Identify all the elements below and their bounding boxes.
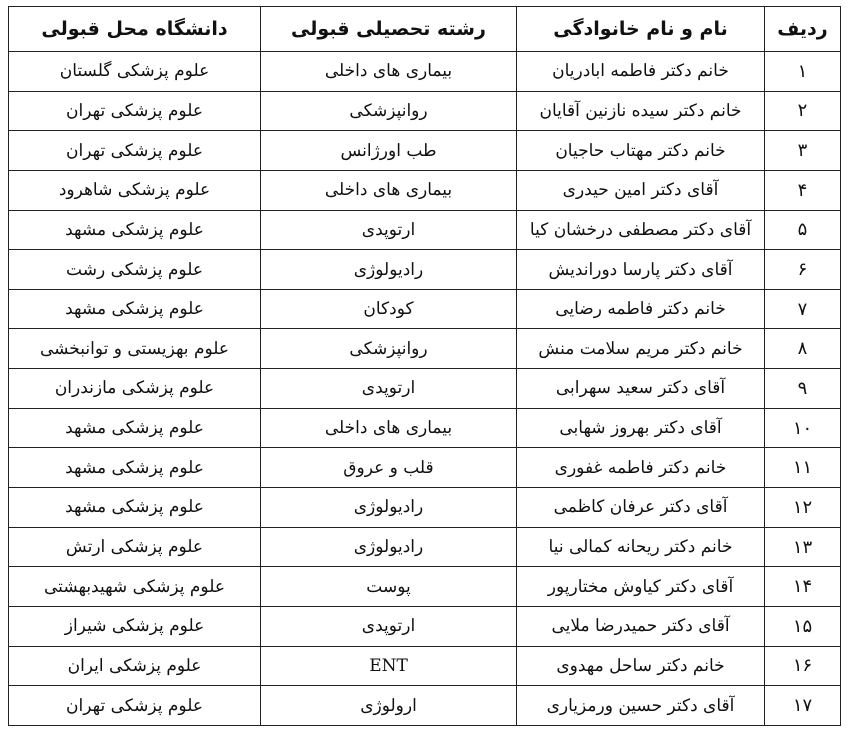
table-row bbox=[9, 250, 841, 290]
header-index: ردیف bbox=[765, 7, 841, 52]
cell-name: آقای دکتر امین حیدری bbox=[517, 170, 765, 210]
cell-field: پوست bbox=[261, 567, 517, 607]
cell-university: علوم پزشکی رشت bbox=[9, 250, 261, 290]
cell-index: ۵ bbox=[765, 210, 841, 250]
cell-university: علوم پزشکی شیراز bbox=[9, 606, 261, 646]
cell-name: خانم دکتر مریم سلامت منش bbox=[517, 329, 765, 369]
results-table-container bbox=[8, 6, 840, 726]
table-row bbox=[9, 170, 841, 210]
table-row bbox=[9, 408, 841, 448]
header-name: نام و نام خانوادگی bbox=[517, 7, 765, 52]
cell-university: علوم پزشکی ایران bbox=[9, 646, 261, 686]
cell-name: خانم دکتر فاطمه غفوری bbox=[517, 448, 765, 488]
cell-university: علوم پزشکی گلستان bbox=[9, 52, 261, 92]
table-row bbox=[9, 527, 841, 567]
cell-field: ارتوپدی bbox=[261, 606, 517, 646]
cell-university: علوم پزشکی ارتش bbox=[9, 527, 261, 567]
table-row bbox=[9, 567, 841, 607]
header-university: دانشگاه محل قبولی bbox=[9, 7, 261, 52]
table-row bbox=[9, 91, 841, 131]
table-header-row bbox=[9, 7, 841, 52]
cell-name: آقای دکتر حمیدرضا ملایی bbox=[517, 606, 765, 646]
cell-field: بیماری های داخلی bbox=[261, 408, 517, 448]
cell-name: خانم دکتر ساحل مهدوی bbox=[517, 646, 765, 686]
cell-index: ۱۵ bbox=[765, 606, 841, 646]
table-row bbox=[9, 210, 841, 250]
cell-university: علوم پزشکی تهران bbox=[9, 686, 261, 726]
cell-index: ۱۱ bbox=[765, 448, 841, 488]
cell-university: علوم پزشکی مشهد bbox=[9, 448, 261, 488]
cell-field: رادیولوژی bbox=[261, 527, 517, 567]
cell-index: ۴ bbox=[765, 170, 841, 210]
cell-field: کودکان bbox=[261, 289, 517, 329]
cell-university: علوم پزشکی شاهرود bbox=[9, 170, 261, 210]
table-row bbox=[9, 448, 841, 488]
cell-index: ۲ bbox=[765, 91, 841, 131]
cell-university: علوم پزشکی شهیدبهشتی bbox=[9, 567, 261, 607]
cell-university: علوم پزشکی مشهد bbox=[9, 488, 261, 528]
cell-field: رادیولوژی bbox=[261, 488, 517, 528]
cell-index: ۱۲ bbox=[765, 488, 841, 528]
cell-name: آقای دکتر مصطفی درخشان کیا bbox=[517, 210, 765, 250]
cell-index: ۸ bbox=[765, 329, 841, 369]
header-field: رشته تحصیلی قبولی bbox=[261, 7, 517, 52]
cell-index: ۶ bbox=[765, 250, 841, 290]
cell-index: ۱ bbox=[765, 52, 841, 92]
cell-field: طب اورژانس bbox=[261, 131, 517, 171]
cell-field: ارتوپدی bbox=[261, 369, 517, 409]
cell-name: آقای دکتر بهروز شهابی bbox=[517, 408, 765, 448]
cell-university: علوم پزشکی تهران bbox=[9, 131, 261, 171]
table-row bbox=[9, 686, 841, 726]
table-row bbox=[9, 369, 841, 409]
cell-index: ۱۴ bbox=[765, 567, 841, 607]
cell-university: علوم پزشکی مشهد bbox=[9, 289, 261, 329]
cell-university: علوم پزشکی مازندران bbox=[9, 369, 261, 409]
table-row bbox=[9, 488, 841, 528]
cell-index: ۱۶ bbox=[765, 646, 841, 686]
cell-name: خانم دکتر فاطمه رضایی bbox=[517, 289, 765, 329]
table-row bbox=[9, 646, 841, 686]
cell-field: روانپزشکی bbox=[261, 91, 517, 131]
cell-field: رادیولوژی bbox=[261, 250, 517, 290]
cell-field: روانپزشکی bbox=[261, 329, 517, 369]
cell-name: خانم دکتر فاطمه ابادریان bbox=[517, 52, 765, 92]
cell-index: ۱۰ bbox=[765, 408, 841, 448]
cell-field: ارتوپدی bbox=[261, 210, 517, 250]
cell-university: علوم پزشکی تهران bbox=[9, 91, 261, 131]
acceptance-results-table bbox=[8, 6, 841, 726]
cell-index: ۱۳ bbox=[765, 527, 841, 567]
cell-index: ۷ bbox=[765, 289, 841, 329]
cell-field: بیماری های داخلی bbox=[261, 170, 517, 210]
cell-university: علوم پزشکی مشهد bbox=[9, 408, 261, 448]
cell-index: ۱۷ bbox=[765, 686, 841, 726]
cell-university: علوم پزشکی مشهد bbox=[9, 210, 261, 250]
table-row bbox=[9, 131, 841, 171]
cell-name: خانم دکتر مهتاب حاجیان bbox=[517, 131, 765, 171]
cell-name: آقای دکتر پارسا دوراندیش bbox=[517, 250, 765, 290]
table-row bbox=[9, 606, 841, 646]
cell-field: ارولوژی bbox=[261, 686, 517, 726]
cell-name: آقای دکتر کیاوش مختارپور bbox=[517, 567, 765, 607]
cell-field: ENT bbox=[261, 646, 517, 686]
cell-name: خانم دکتر ریحانه کمالی نیا bbox=[517, 527, 765, 567]
cell-field: قلب و عروق bbox=[261, 448, 517, 488]
cell-university: علوم بهزیستی و توانبخشی bbox=[9, 329, 261, 369]
table-row bbox=[9, 52, 841, 92]
cell-name: آقای دکتر عرفان کاظمی bbox=[517, 488, 765, 528]
cell-index: ۳ bbox=[765, 131, 841, 171]
cell-index: ۹ bbox=[765, 369, 841, 409]
table-row bbox=[9, 329, 841, 369]
cell-name: آقای دکتر سعید سهرابی bbox=[517, 369, 765, 409]
cell-field: بیماری های داخلی bbox=[261, 52, 517, 92]
cell-name: آقای دکتر حسین ورمزیاری bbox=[517, 686, 765, 726]
table-row bbox=[9, 289, 841, 329]
table-body bbox=[9, 52, 841, 726]
cell-name: خانم دکتر سیده نازنین آقایان bbox=[517, 91, 765, 131]
